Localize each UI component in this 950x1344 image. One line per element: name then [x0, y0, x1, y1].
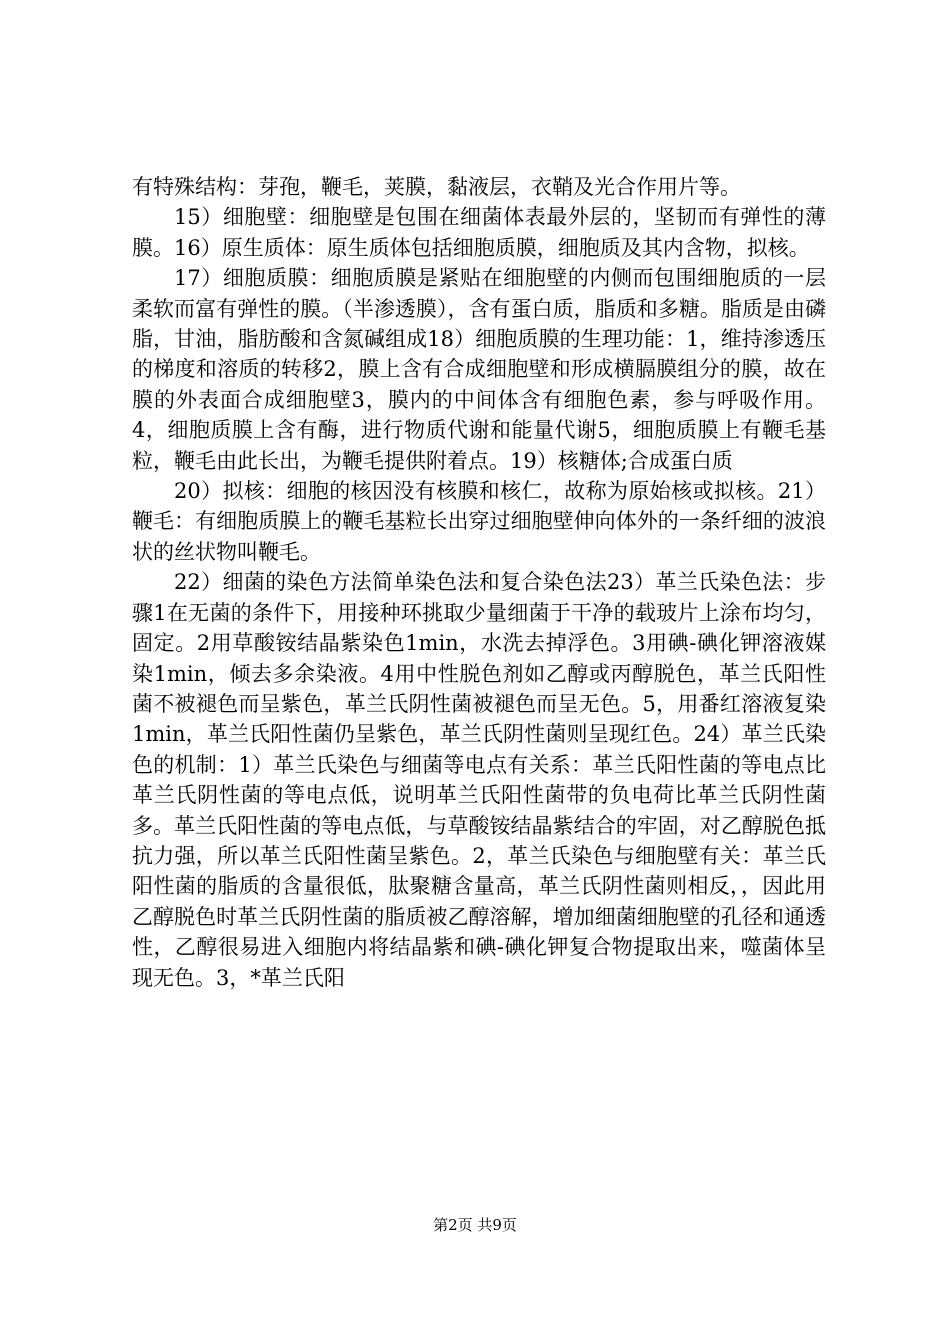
- paragraph-4: 20）拟核：细胞的核因没有核膜和核仁，故称为原始核或拟核。21）鞭毛：有细胞质膜上的鞭毛基粒长出穿过细胞壁伸向体外的一条纤细的波浪状的丝状物叫鞭毛。: [132, 479, 826, 564]
- paragraph-2: 15）细胞壁：细胞壁是包围在细菌体表最外层的，坚韧而有弹性的薄膜。16）原生质体：原生质体包括细胞质膜，细胞质及其内含物，拟核。: [132, 205, 826, 260]
- paragraph-3: 17）细胞质膜：细胞质膜是紧贴在细胞壁的内侧而包围细胞质的一层柔软而富有弹性的膜。（半渗透膜），含有蛋白质，脂质和多糖。脂质是由磷脂，甘油，脂肪酸和含氮碱组成18）细胞质膜的生理功能：1，维持渗透压的梯度和溶质的转移2，膜上含有合成细胞壁和形成横膈膜组分的膜，故在膜的外表面合成细胞壁3，膜内的中间体含有细胞色素，参与呼吸作用。4，细胞质膜上含有酶，进行物质代谢和能量代谢5，细胞质膜上有鞭毛基粒，鞭毛由此长出，为鞭毛提供附着点。19）核糖体;合成蛋白质: [132, 266, 826, 473]
- paragraph-1: 有特殊结构：芽孢，鞭毛，荚膜，黏液层，衣鞘及光合作用片等。: [132, 175, 741, 199]
- page-number-footer: 第2页 共9页: [433, 1216, 517, 1234]
- document-body: [132, 172, 826, 993]
- paragraph-5: 22）细菌的染色方法简单染色法和复合染色法23）革兰氏染色法：步骤1在无菌的条件下，用接种环挑取少量细菌于干净的载玻片上涂布均匀，固定。2用草酸铵结晶紫染色1min，水洗去掉浮色。3用碘-碘化钾溶液媒染1min，倾去多余染液。4用中性脱色剂如乙醇或丙醇脱色，革兰氏阳性菌不被褪色而呈紫色，革兰氏阴性菌被褪色而呈无色。5，用番红溶液复染1min，革兰氏阳性菌仍呈紫色，革兰氏阴性菌则呈现红色。24）革兰氏染色的机制：1）革兰氏染色与细菌等电点有关系：革兰氏阳性菌的等电点比革兰氏阴性菌的等电点低，说明革兰氏阳性菌带的负电荷比革兰氏阴性菌多。革兰氏阳性菌的等电点低，与草酸铵结晶紫结合的牢固，对乙醇脱色抵抗力强，所以革兰氏阳性菌呈紫色。2，革兰氏染色与细胞壁有关：革兰氏阳性菌的脂质的含量很低，肽聚糖含量高，革兰氏阴性菌则相反，，因此用乙醇脱色时革兰氏阴性菌的脂质被乙醇溶解，增加细菌细胞壁的孔径和通透性，乙醇很易进入细胞内将结晶紫和碘-碘化钾复合物提取出来，噬菌体呈现无色。3，*革兰氏阳: [132, 570, 826, 990]
